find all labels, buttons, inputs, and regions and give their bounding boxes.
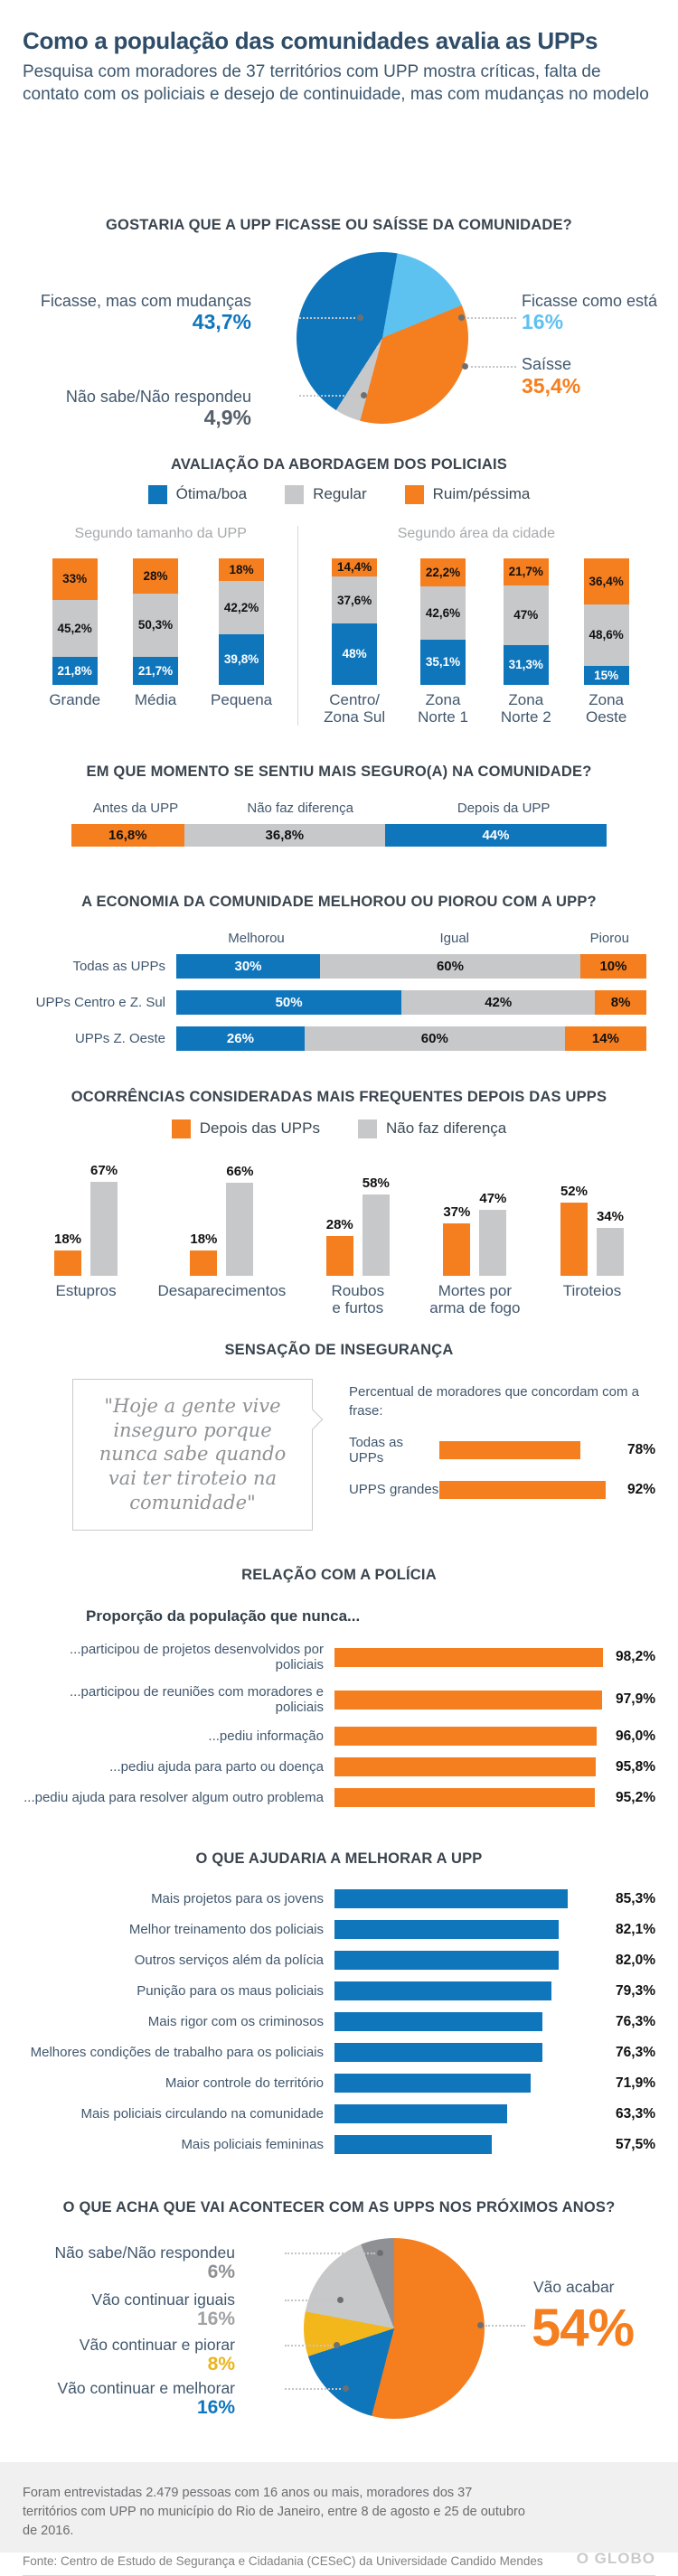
bar-segment: 50% xyxy=(176,990,401,1015)
bar xyxy=(326,1236,353,1275)
leader-dot xyxy=(458,314,465,321)
stacked-bar xyxy=(584,558,629,685)
bar-segment: 31,3% xyxy=(504,645,549,685)
stacked-bar xyxy=(420,558,466,685)
slice-label: Saísse xyxy=(522,354,572,373)
leader-line xyxy=(467,317,516,319)
occurrence-group xyxy=(429,1157,520,1316)
bar xyxy=(597,1228,624,1276)
row-label: Punição para os maus policiais xyxy=(137,1983,324,2000)
stacked-bar xyxy=(504,558,549,685)
bar-value: 28% xyxy=(325,1217,353,1233)
bar xyxy=(334,2012,542,2031)
bar-value: 76,3% xyxy=(616,2044,655,2060)
bar-row xyxy=(23,1981,655,2000)
bar xyxy=(334,1889,568,1908)
bar-segment: 21,8% xyxy=(52,657,98,685)
slice-label: Ficasse, mas com mudanças xyxy=(40,291,251,310)
bar-value: 57,5% xyxy=(616,2136,655,2152)
segment-header: Antes da UPP xyxy=(92,800,179,816)
bar-value: 67% xyxy=(90,1162,118,1178)
section-upp-future xyxy=(23,2199,655,2444)
bar-value: 82,1% xyxy=(616,1921,655,1937)
bar-pair xyxy=(560,1157,624,1276)
pie-graphic xyxy=(304,2238,485,2419)
bar xyxy=(334,2104,507,2123)
economy-headers xyxy=(32,931,646,947)
bar-segment: 14,4% xyxy=(332,558,377,576)
bar-segment: 42% xyxy=(401,990,595,1015)
slice-value: 4,9% xyxy=(203,405,251,429)
bar-row xyxy=(23,1757,655,1776)
vertical-bar xyxy=(363,1176,390,1276)
column-header: Igual xyxy=(439,930,470,946)
leader-dot xyxy=(462,363,468,370)
row-label: ...pediu ajuda para resolver algum outro problema xyxy=(24,1790,324,1806)
row-label: Todas as UPPs xyxy=(72,958,165,974)
vertical-bar xyxy=(326,1217,353,1275)
section-police-approach xyxy=(23,456,655,726)
row-label: Maior controle do território xyxy=(165,2075,324,2092)
section-title: SENSAÇÃO DE INSEGURANÇA xyxy=(224,1341,454,1358)
bar-value: 76,3% xyxy=(616,2013,655,2029)
bar-segment-depois: 44% xyxy=(385,824,607,847)
vertical-bar xyxy=(226,1164,253,1275)
category-label: Tiroteios xyxy=(562,1281,622,1299)
row-label: ...participou de reuniões com moradores e policiais xyxy=(70,1684,324,1716)
bar-value: 18% xyxy=(54,1231,82,1247)
bar-value: 82,0% xyxy=(616,1952,655,1968)
stacked-bar xyxy=(332,558,377,685)
bar-value: 52% xyxy=(560,1184,588,1199)
section-title: O QUE AJUDARIA A MELHORAR A UPP xyxy=(195,1850,483,1868)
improve-bars xyxy=(23,1889,655,2154)
bar-value: 18% xyxy=(190,1231,218,1247)
bar-value: 71,9% xyxy=(616,2075,655,2091)
bar-row xyxy=(23,2012,655,2031)
bar-segment: 28% xyxy=(133,558,178,594)
legend-item xyxy=(285,485,367,504)
stacked-bar-column xyxy=(211,558,272,708)
category-label: Grande xyxy=(49,690,101,708)
section-title: AVALIAÇÃO DA ABORDAGEM DOS POLICIAIS xyxy=(170,455,508,473)
bar-segment: 8% xyxy=(595,990,646,1015)
bar-segment: 42,6% xyxy=(420,586,466,641)
header xyxy=(23,0,655,107)
bar-pair xyxy=(190,1157,253,1276)
row-label: Mais policiais femininas xyxy=(181,2137,324,2153)
economy-chart xyxy=(32,931,646,1051)
leader-dot xyxy=(357,314,363,321)
category-label: Média xyxy=(134,690,177,708)
vertical-bar xyxy=(190,1232,217,1276)
vertical-bar xyxy=(479,1191,506,1276)
vertical-bar xyxy=(54,1232,81,1276)
bar xyxy=(334,1788,595,1807)
legend-label: Depois das UPPs xyxy=(199,1119,320,1138)
bar-segment: 22,2% xyxy=(420,558,466,586)
legend-label: Ótima/boa xyxy=(175,485,248,503)
slice-label: Vão continuar e melhorar xyxy=(57,2379,235,2398)
bar-value: 34% xyxy=(596,1208,624,1224)
vertical-bar xyxy=(597,1209,624,1276)
stacked-bar-column xyxy=(418,558,468,726)
legend-item xyxy=(358,1119,506,1138)
economy-row xyxy=(32,954,646,979)
bar-row xyxy=(23,2074,655,2093)
legend-item xyxy=(148,485,247,504)
bar-row xyxy=(349,1435,655,1466)
row-label: Mais projetos para os jovens xyxy=(151,1891,324,1907)
occurrence-group xyxy=(326,1157,390,1316)
bar xyxy=(334,2135,492,2154)
footer-note-line2: no município do Rio de Janeiro, entre 8 de agosto e 25 de outubro de 2016. xyxy=(23,2505,525,2539)
bar-value: 58% xyxy=(362,1175,390,1191)
bar-row xyxy=(349,1481,655,1499)
slice-value: 43,7% xyxy=(192,309,251,333)
bar-row xyxy=(23,1727,655,1746)
leader-dot xyxy=(477,2322,484,2328)
legend-swatch-orange xyxy=(172,1119,191,1138)
slice-label: Não sabe/Não respondeu xyxy=(54,2243,235,2262)
group-bars xyxy=(298,558,654,726)
slice-value: 35,4% xyxy=(522,373,581,398)
bar-row xyxy=(23,1920,655,1939)
row-label: ...participou de projetos desenvolvidos por policiais xyxy=(69,1642,324,1673)
bar-value: 79,3% xyxy=(616,1982,655,1999)
bar-row xyxy=(23,1951,655,1970)
category-label: Mortes por arma de fogo xyxy=(429,1281,521,1316)
leader-line xyxy=(471,366,516,368)
footer xyxy=(0,2462,678,2569)
bar-row xyxy=(23,2135,655,2154)
bar-segment: 37,6% xyxy=(332,576,377,624)
legend-swatch-gray xyxy=(358,1119,377,1138)
bar xyxy=(334,2043,542,2062)
slice-value: 16% xyxy=(196,2309,235,2330)
bar-value: 37% xyxy=(443,1204,471,1221)
bar-segment: 60% xyxy=(320,954,580,979)
stacked-bar-column xyxy=(324,558,385,726)
row-label: UPPs Centro e Z. Sul xyxy=(35,994,165,1010)
bar xyxy=(334,1757,596,1776)
bar xyxy=(334,1920,559,1939)
bar-segment: 18% xyxy=(219,558,264,581)
footer-source-row xyxy=(23,2550,655,2576)
footer-note-line1: Foram entrevistadas 2.479 pessoas com 16 anos ou mais, moradores dos 37 territórios com UPP xyxy=(23,2486,473,2520)
category-label: Centro/ Zona Sul xyxy=(324,690,386,726)
leader-line xyxy=(285,2253,375,2254)
stacked-bar xyxy=(71,824,607,847)
legend-item xyxy=(405,485,531,504)
bar xyxy=(334,1951,559,1970)
bar-value: 85,3% xyxy=(616,1890,655,1906)
slice-value: 16% xyxy=(196,2397,235,2419)
bar-segment: 26% xyxy=(176,1026,305,1051)
bar-segment: 33% xyxy=(52,558,98,600)
bar-segment: 36,4% xyxy=(584,558,629,604)
slice-label: Vão continuar e piorar xyxy=(79,2336,235,2355)
leader-dot xyxy=(377,2250,383,2256)
bar-value: 92% xyxy=(626,1481,655,1497)
legend-item xyxy=(172,1119,320,1138)
slice-label: Não sabe/Não respondeu xyxy=(65,387,251,406)
bar-value: 95,8% xyxy=(616,1758,655,1775)
group-title: Segundo tamanho da UPP xyxy=(74,525,247,541)
segment-header: Depois da UPP xyxy=(457,800,551,816)
bar-row xyxy=(23,1788,655,1807)
category-label: Roubos e furtos xyxy=(331,1281,385,1316)
page-title: Como a população das comunidades avalia as UPPs xyxy=(23,27,598,54)
leader-dot xyxy=(361,392,367,398)
section-police-relation xyxy=(23,1567,655,1807)
occurrence-group xyxy=(158,1157,287,1316)
leader-dot xyxy=(343,2385,349,2392)
slice-value: 16% xyxy=(522,309,564,333)
bar xyxy=(443,1223,470,1275)
segment-headers xyxy=(71,801,607,816)
bar-pair xyxy=(54,1157,118,1276)
page-subtitle: Pesquisa com moradores de 37 territórios com UPP mostra críticas, falta de contato com os policiais e desejo de continuidade, mas com mudanças no modelo xyxy=(23,62,649,105)
leader-dot xyxy=(334,2342,340,2348)
legend xyxy=(23,485,655,504)
leader-line xyxy=(485,2325,525,2327)
group-title: Segundo área da cidade xyxy=(397,525,556,541)
segment-header: Não faz diferença xyxy=(247,800,353,816)
leader-line xyxy=(299,395,359,397)
stacked-bar-safety xyxy=(71,801,607,847)
slice-label: Vão acabar xyxy=(533,2278,615,2297)
row-label: UPPS grandes xyxy=(348,1482,439,1498)
bar xyxy=(439,1441,580,1459)
section-improve-upp xyxy=(23,1850,655,2154)
leader-dot xyxy=(337,2297,344,2303)
bar-segment: 45,2% xyxy=(52,600,98,657)
row-label: ...pediu informação xyxy=(208,1728,324,1745)
bar-segment: 50,3% xyxy=(133,594,178,657)
slice-value: 6% xyxy=(207,2262,235,2283)
vertical-bar xyxy=(443,1204,470,1275)
column-header: Piorou xyxy=(589,930,629,946)
intro-text: Percentual de moradores que concordam com a frase: xyxy=(348,1383,639,1419)
bar-segment: 15% xyxy=(584,666,629,685)
bar-row xyxy=(23,1642,655,1672)
bar xyxy=(54,1251,81,1276)
legend-swatch-gray xyxy=(285,485,304,504)
leader-line xyxy=(285,2388,341,2390)
section-title: A ECONOMIA DA COMUNIDADE MELHOROU OU PIOROU COM A UPP? xyxy=(81,893,597,910)
bar-value: 97,9% xyxy=(616,1691,655,1708)
pie-chart-stay-or-leave xyxy=(23,250,658,442)
footer-note xyxy=(23,2484,529,2541)
column-header: Melhorou xyxy=(228,930,285,946)
bar-segment: 21,7% xyxy=(504,558,549,585)
insecurity-bars xyxy=(349,1379,655,1531)
bar xyxy=(334,1727,597,1746)
pie-chart-upp-future xyxy=(23,2234,655,2444)
lead-text: Proporção da população que nunca... xyxy=(86,1607,361,1625)
bar xyxy=(90,1182,118,1276)
section-title: O QUE ACHA QUE VAI ACONTECER COM AS UPPS NOS PRÓXIMOS ANOS? xyxy=(62,2199,616,2216)
category-label: Pequena xyxy=(211,690,273,708)
oglobo-logo: O GLOBO xyxy=(576,2550,655,2568)
slice-label: Ficasse como está xyxy=(522,291,658,310)
bar xyxy=(190,1251,217,1276)
stacked-bar-column xyxy=(501,558,551,726)
legend-swatch-blue xyxy=(148,485,167,504)
section-safety-moment xyxy=(23,763,655,847)
stacked-bar-column xyxy=(584,558,629,726)
bar-pair xyxy=(443,1157,506,1276)
row-label: UPPs Z. Oeste xyxy=(74,1030,165,1046)
bar xyxy=(334,1691,602,1710)
row-label: Outros serviços além da polícia xyxy=(134,1953,324,1969)
stacked-bar xyxy=(52,558,98,685)
section-title: RELAÇÃO COM A POLÍCIA xyxy=(241,1567,437,1584)
category-label: Estupros xyxy=(55,1281,117,1299)
group-bars xyxy=(24,558,297,708)
bar-value: 78% xyxy=(626,1441,655,1457)
bar-row xyxy=(23,2104,655,2123)
quote-notch xyxy=(303,1409,324,1429)
category-label: Zona Oeste xyxy=(585,690,627,726)
row-label: Todas as UPPs xyxy=(348,1434,404,1466)
category-label: Desaparecimentos xyxy=(157,1281,287,1299)
bar-value: 66% xyxy=(226,1164,254,1180)
bar-segment: 10% xyxy=(580,954,646,979)
stacked-bar xyxy=(219,558,264,685)
occurrence-group xyxy=(560,1157,624,1316)
legend xyxy=(23,1119,655,1138)
section-title: EM QUE MOMENTO SE SENTIU MAIS SEGURO(A) NA COMUNIDADE? xyxy=(86,763,592,780)
bar xyxy=(226,1183,253,1275)
bar-value: 95,2% xyxy=(616,1789,655,1805)
group-upp-size xyxy=(24,526,297,726)
legend-label: Ruim/péssima xyxy=(432,485,531,503)
occurrences-plot xyxy=(54,1157,624,1316)
legend-label: Regular xyxy=(313,485,367,503)
bar-value: 96,0% xyxy=(616,1728,655,1744)
bar-segment: 42,2% xyxy=(219,581,264,634)
bar-value: 47% xyxy=(479,1190,507,1206)
section-economy xyxy=(23,894,655,1051)
section-stay-or-leave xyxy=(23,216,658,442)
legend-label: Não faz diferença xyxy=(385,1119,507,1138)
bar-row xyxy=(23,2043,655,2062)
bar-segment: 14% xyxy=(565,1026,646,1051)
insecurity-content xyxy=(72,1379,655,1531)
bar-segment: 21,7% xyxy=(133,657,178,684)
group-city-area xyxy=(297,526,654,726)
bar-pair xyxy=(326,1157,390,1276)
bar-segment: 47% xyxy=(504,585,549,645)
bar xyxy=(363,1194,390,1276)
category-label: Zona Norte 1 xyxy=(418,690,468,726)
slice-value: 8% xyxy=(207,2354,235,2375)
legend-swatch-orange xyxy=(405,485,424,504)
bar-segment-antes: 16,8% xyxy=(71,824,184,847)
section-title: GOSTARIA QUE A UPP FICASSE OU SAÍSSE DA COMUNIDADE? xyxy=(106,216,572,233)
vertical-bar xyxy=(560,1184,588,1276)
bar xyxy=(334,2074,531,2093)
slice-value-big: 54% xyxy=(532,2299,635,2358)
leader-line xyxy=(299,317,355,319)
occurrence-group xyxy=(54,1157,118,1316)
bar xyxy=(334,1981,551,2000)
relation-bars xyxy=(23,1642,655,1807)
bar-segment: 35,1% xyxy=(420,640,466,684)
row-label: ...pediu ajuda para parto ou doença xyxy=(109,1759,324,1775)
bar-segment-nodiff: 36,8% xyxy=(184,824,385,847)
bar-row xyxy=(23,1889,655,1908)
bar-segment: 60% xyxy=(305,1026,565,1051)
row-label: Mais rigor com os criminosos xyxy=(147,2014,324,2030)
section-occurrences xyxy=(23,1089,655,1316)
section-insecurity xyxy=(23,1342,655,1531)
pie-graphic xyxy=(297,252,468,424)
stacked-bar-column xyxy=(133,558,178,708)
bar xyxy=(334,1648,603,1667)
quote-box xyxy=(72,1379,313,1531)
bar-segment: 48,6% xyxy=(584,604,629,666)
slice-label: Vão continuar iguais xyxy=(91,2290,235,2309)
bar-segment: 39,8% xyxy=(219,634,264,685)
bar xyxy=(479,1210,506,1276)
quote-text: "Hoje a gente vive inseguro porque nunca sabe quando vai ter tiroteio na comunidade" xyxy=(99,1394,287,1514)
bar-value: 98,2% xyxy=(616,1649,655,1665)
leader-line xyxy=(285,2300,335,2301)
vertical-bar xyxy=(90,1163,118,1276)
economy-row xyxy=(32,1026,646,1051)
bar-row xyxy=(23,1684,655,1715)
row-label: Melhores condições de trabalho para os policiais xyxy=(30,2045,324,2061)
stacked-bar-column xyxy=(49,558,100,708)
bar xyxy=(560,1203,588,1276)
bar-value: 63,3% xyxy=(616,2105,655,2122)
category-label: Zona Norte 2 xyxy=(500,690,551,726)
section-title: OCORRÊNCIAS CONSIDERADAS MAIS FREQUENTES DEPOIS DAS UPPS xyxy=(71,1088,607,1105)
row-label: Melhor treinamento dos policiais xyxy=(128,1922,324,1938)
stacked-bar xyxy=(133,558,178,685)
stacked-bar-groups xyxy=(23,526,655,726)
footer-source: Fonte: Centro de Estudo de Segurança e Cidadania (CESeC) da Universidade Candido Mendes xyxy=(23,2554,543,2569)
leader-line xyxy=(285,2345,332,2347)
economy-row xyxy=(32,990,646,1015)
row-label: Mais policiais circulando na comunidade xyxy=(80,2106,324,2122)
bar-segment: 48% xyxy=(332,623,377,684)
bar-segment: 30% xyxy=(176,954,320,979)
bar xyxy=(439,1481,606,1499)
